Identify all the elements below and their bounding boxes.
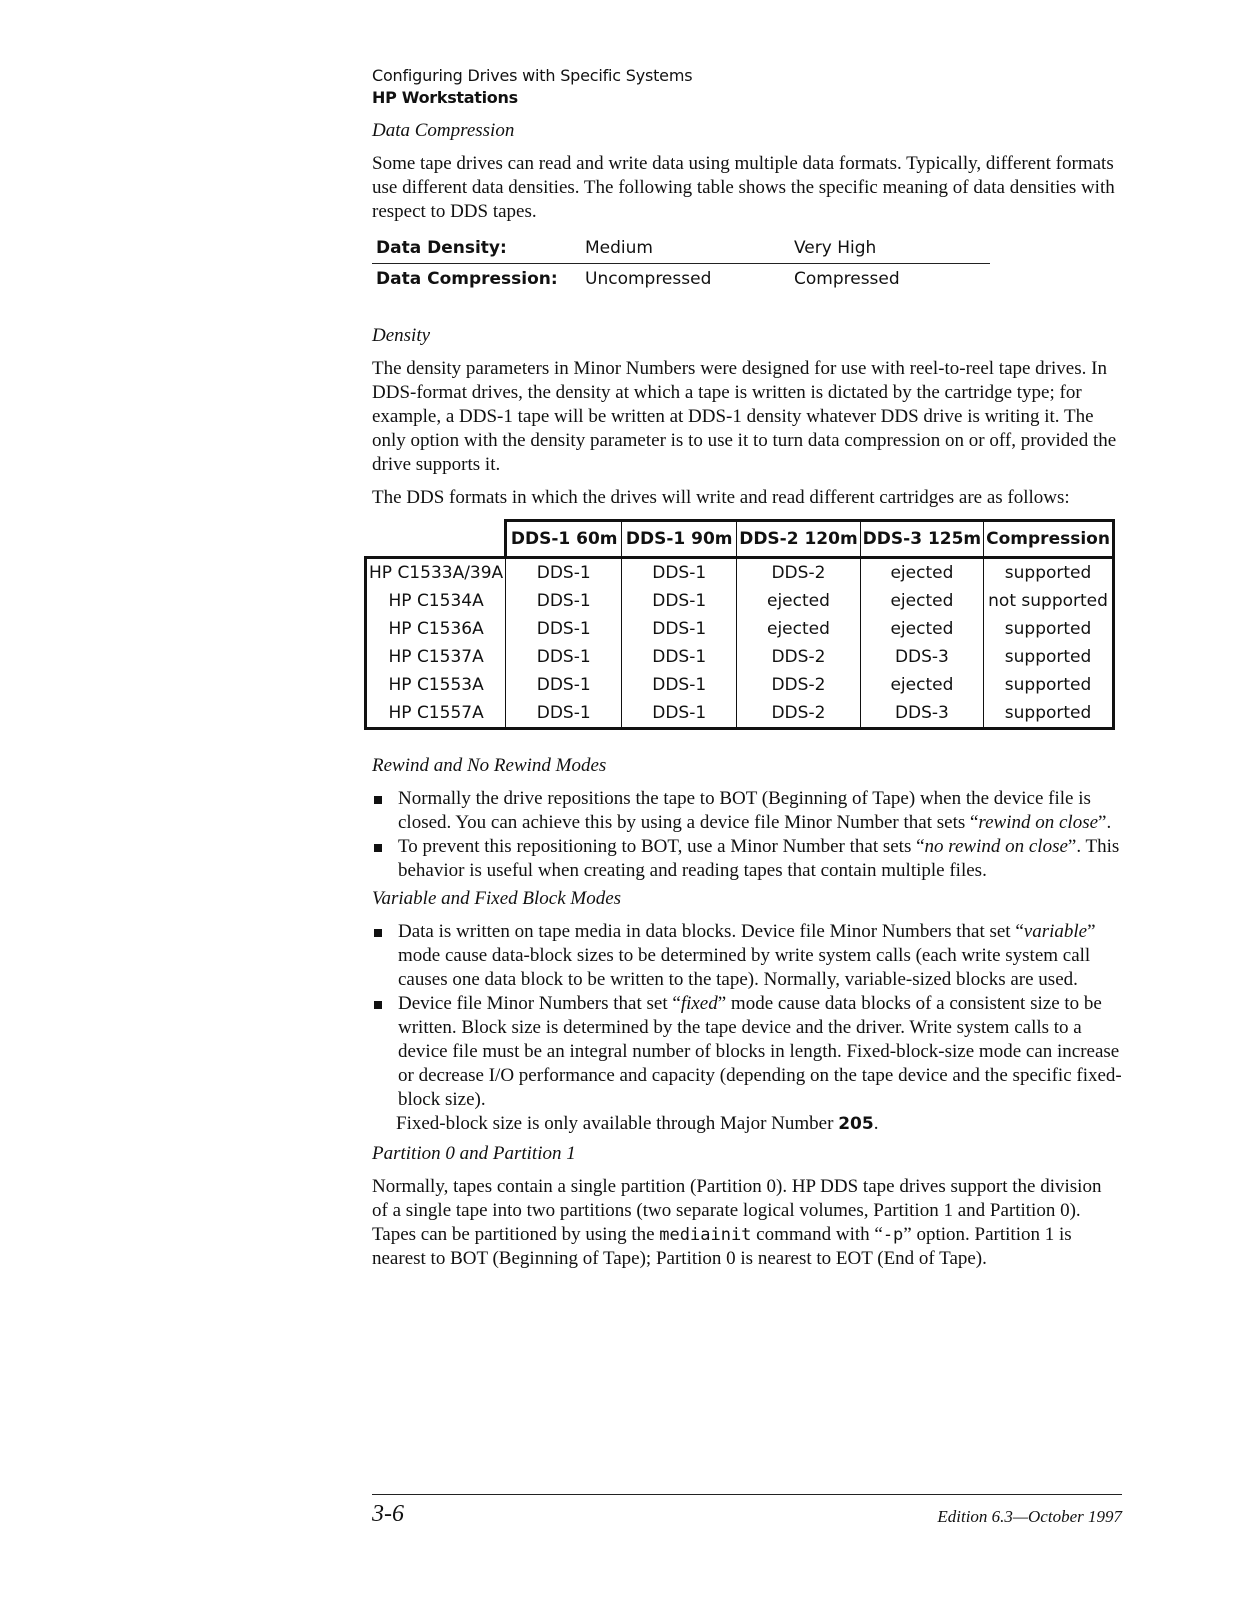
list-item xyxy=(372,835,1122,883)
text-span: ” mode cause data-block sizes to be determined by write system calls (each write system call causes one data block to be written to the tape). Normally, variable-sized blocks are used. xyxy=(398,921,1096,990)
table-row xyxy=(366,671,1114,699)
table-cell: DDS-3 xyxy=(860,699,983,729)
table-row xyxy=(372,264,990,295)
dds-format-table xyxy=(364,519,1115,730)
text-span: Fixed-block size is only available through Major Number xyxy=(396,1113,839,1134)
header-cell: Compression xyxy=(984,521,1114,558)
table-cell: DDS-1 xyxy=(622,615,737,643)
model-cell: HP C1557A xyxy=(366,699,506,729)
text-span: Device file Minor Numbers that set “ xyxy=(398,993,681,1014)
bullet-square-icon xyxy=(374,844,382,852)
row-label: Data Compression: xyxy=(376,269,558,289)
emphasis-text: fixed xyxy=(680,993,718,1014)
table-row xyxy=(366,558,1114,588)
table-cell: DDS-3 xyxy=(860,643,983,671)
table-cell: Very High xyxy=(790,233,990,264)
model-cell: HP C1536A xyxy=(366,615,506,643)
table-cell: Medium xyxy=(581,233,790,264)
table-cell: DDS-1 xyxy=(506,587,622,615)
text-span: Normally the drive repositions the tape to BOT (Beginning of Tape) when the device file is closed. You can achieve this by using a device file Minor Number that sets “ xyxy=(398,788,1091,833)
text-span: ” mode cause data blocks of a consistent size to be written. Block size is determined by the tape device and the driver. Write system calls to a device file must be an integral number of blocks in length. Fixed-block-size mode can increase or decrease I/O performance and capacity (depending on the tape device and the specific fixed-block size). xyxy=(398,993,1122,1110)
table-cell: DDS-1 xyxy=(506,699,622,729)
table-row xyxy=(366,587,1114,615)
list-item xyxy=(372,920,1122,992)
fixed-block-note xyxy=(372,1112,1122,1136)
table-cell: DDS-1 xyxy=(506,558,622,588)
command-text: mediainit xyxy=(659,1225,752,1245)
header-cell: DDS-2 120m xyxy=(737,521,860,558)
table-cell: DDS-2 xyxy=(737,643,860,671)
table-cell: not supported xyxy=(984,587,1114,615)
header-cell-blank xyxy=(366,521,506,558)
bullet-square-icon xyxy=(374,1001,382,1009)
block-modes-heading: Variable and Fixed Block Modes xyxy=(372,888,622,909)
table-cell: Compressed xyxy=(794,269,900,289)
table-cell: ejected xyxy=(737,615,860,643)
header-cell: DDS-3 125m xyxy=(860,521,983,558)
rewind-list xyxy=(372,787,1122,883)
text-span: To prevent this repositioning to BOT, use a Minor Number that sets “ xyxy=(398,836,925,857)
row-label: Data Density: xyxy=(372,233,581,264)
emphasis-text: variable xyxy=(1023,921,1088,942)
running-header-chapter: Configuring Drives with Specific Systems xyxy=(372,66,693,85)
table-cell: Uncompressed xyxy=(585,269,712,289)
formats-intro-paragraph: The DDS formats in which the drives will write and read different cartridges are as follows: xyxy=(372,487,1070,508)
edition-label: Edition 6.3—October 1997 xyxy=(937,1507,1122,1526)
option-text: -p xyxy=(882,1225,904,1245)
table-header-row xyxy=(366,521,1114,558)
table-row xyxy=(372,233,990,264)
table-cell: ejected xyxy=(860,558,983,588)
table-cell: DDS-1 xyxy=(622,587,737,615)
table-row xyxy=(366,699,1114,729)
bullet-square-icon xyxy=(374,929,382,937)
header-cell: DDS-1 60m xyxy=(506,521,622,558)
table-cell: supported xyxy=(984,699,1114,729)
table-row xyxy=(366,615,1114,643)
table-cell: DDS-1 xyxy=(622,671,737,699)
emphasis-text: no rewind on close xyxy=(924,836,1068,857)
table-cell: DDS-1 xyxy=(506,615,622,643)
partition-paragraph xyxy=(372,1175,1122,1271)
model-cell: HP C1534A xyxy=(366,587,506,615)
table-cell: ejected xyxy=(860,615,983,643)
table-cell: DDS-1 xyxy=(622,699,737,729)
table-cell: DDS-1 xyxy=(622,643,737,671)
table-cell: ejected xyxy=(860,671,983,699)
running-header-section: HP Workstations xyxy=(372,88,518,107)
major-number: 205 xyxy=(838,1114,874,1134)
table-cell: DDS-2 xyxy=(737,671,860,699)
emphasis-text: rewind on close xyxy=(978,812,1099,833)
bullet-square-icon xyxy=(374,796,382,804)
text-span: ”. xyxy=(1098,812,1112,833)
partition-heading: Partition 0 and Partition 1 xyxy=(372,1143,576,1164)
density-compression-table xyxy=(372,233,990,294)
table-cell: supported xyxy=(984,615,1114,643)
page-footer xyxy=(372,1494,1122,1527)
page-number: 3-6 xyxy=(372,1501,404,1527)
table-cell: ejected xyxy=(860,587,983,615)
table-cell: supported xyxy=(984,671,1114,699)
text-span: Normally, tapes contain a single partition (Partition 0). HP DDS tape drives support the division of a single tape into two partitions (two separate logical volumes, Partition 1 and Partition 0). Tapes can be partitioned by using the xyxy=(372,1176,1102,1245)
page-content xyxy=(369,65,1122,1271)
text-span: ”. This behavior is useful when creating and reading tapes that contain multiple files. xyxy=(398,836,1120,881)
table-cell: ejected xyxy=(737,587,860,615)
data-compression-paragraph: Some tape drives can read and write data using multiple data formats. Typically, different formats use different data densities. The following table shows the specific meaning of data densities with respect to DDS tapes. xyxy=(372,153,1115,222)
density-heading: Density xyxy=(372,325,431,346)
table-cell: DDS-1 xyxy=(506,671,622,699)
text-span: ” option. Partition 1 is nearest to BOT (Beginning of Tape); Partition 0 is nearest to EOT (End of Tape). xyxy=(372,1224,1072,1269)
model-cell: HP C1537A xyxy=(366,643,506,671)
block-modes-list xyxy=(372,920,1122,1112)
table-cell: DDS-2 xyxy=(737,699,860,729)
data-compression-heading: Data Compression xyxy=(372,120,515,141)
header-cell: DDS-1 90m xyxy=(622,521,737,558)
rewind-heading: Rewind and No Rewind Modes xyxy=(372,755,607,776)
model-cell: HP C1553A xyxy=(366,671,506,699)
table-row xyxy=(366,643,1114,671)
list-item xyxy=(372,787,1122,835)
list-item xyxy=(372,992,1122,1112)
table-cell: supported xyxy=(984,558,1114,588)
table-cell: supported xyxy=(984,643,1114,671)
text-span: . xyxy=(873,1113,879,1134)
model-cell: HP C1533A/39A xyxy=(366,558,506,588)
text-span: command with “ xyxy=(751,1224,883,1245)
text-span: Data is written on tape media in data blocks. Device file Minor Numbers that set “ xyxy=(398,921,1024,942)
density-paragraph: The density parameters in Minor Numbers were designed for use with reel-to-reel tape drives. In DDS-format drives, the density at which a tape is written is dictated by the cartridge type; for example, a DDS-1 tape will be written at DDS-1 density whatever DDS drive is writing it. The only option with the density parameter is to use it to turn data compression on or off, provided the drive supports it. xyxy=(372,358,1117,475)
table-cell: DDS-1 xyxy=(622,558,737,588)
table-cell: DDS-2 xyxy=(737,558,860,588)
table-cell: DDS-1 xyxy=(506,643,622,671)
